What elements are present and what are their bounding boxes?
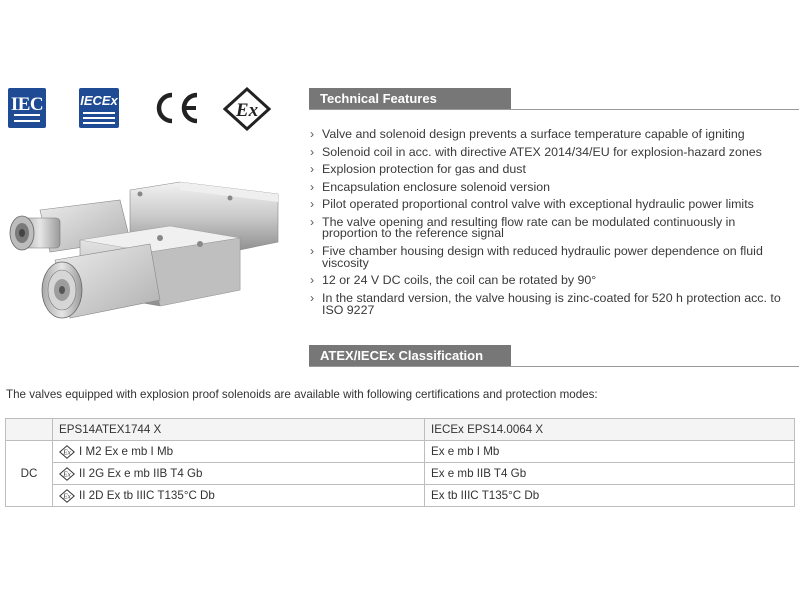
table-cell-atex — [53, 463, 425, 485]
feature-item — [310, 214, 790, 241]
iec-logo-lines — [14, 114, 40, 122]
ce-mark-icon — [150, 89, 202, 127]
section-header-rule — [309, 366, 799, 367]
ex-mark-icon — [59, 489, 75, 503]
feature-text: The valve opening and resulting flow rate can be modulated continuously in proportion to the reference signal — [322, 214, 736, 241]
iec-logo — [8, 88, 46, 128]
table-cell-atex — [53, 485, 425, 507]
table-row — [6, 485, 795, 507]
feature-item — [310, 129, 790, 141]
classification-header — [309, 345, 799, 367]
ex-mark-icon — [59, 445, 75, 459]
bullet-chevron-icon: › — [310, 273, 315, 288]
technical-features-title: Technical Features — [320, 91, 437, 106]
bullet-chevron-icon: › — [310, 127, 315, 141]
svg-text:Ex: Ex — [63, 492, 71, 501]
feature-item — [310, 199, 790, 211]
bullet-chevron-icon: › — [310, 144, 315, 159]
bullet-chevron-icon: › — [310, 243, 315, 258]
atex-marking: II 2G Ex e mb IIB T4 Gb — [79, 466, 203, 480]
ex-mark-icon — [59, 467, 75, 481]
technical-features-header — [309, 88, 799, 110]
feature-item — [310, 243, 790, 270]
feature-item — [310, 144, 790, 159]
svg-text:Ex: Ex — [63, 470, 71, 479]
feature-item — [310, 290, 790, 317]
feature-text: Encapsulation enclosure solenoid version — [322, 179, 550, 194]
svg-text:Ex: Ex — [63, 448, 71, 457]
table-cell-iecex: Ex e mb IIB T4 Gb — [425, 463, 795, 485]
iec-logo-text: IEC — [10, 94, 44, 115]
iecex-logo — [79, 88, 119, 128]
ex-atex-icon — [223, 87, 271, 131]
iecex-logo-stripe — [83, 122, 115, 124]
feature-text: Valve and solenoid design prevents a surface temperature capable of igniting — [322, 127, 745, 141]
iecex-logo-text: IECEx — [80, 93, 118, 108]
feature-item — [310, 164, 790, 176]
feature-text: Pilot operated proportional control valve with exceptional hydraulic power limits — [322, 197, 754, 211]
table-cell-iecex: Ex tb IIIC T135°C Db — [425, 485, 795, 507]
table-header-row — [6, 419, 795, 441]
iecex-logo-stripe — [83, 112, 115, 114]
iecex-logo-stripe — [83, 117, 115, 119]
bullet-chevron-icon: › — [310, 197, 315, 211]
table-cell-atex — [53, 441, 425, 463]
table-header-cell: IECEx EPS14.0064 X — [425, 419, 795, 441]
classification-title: ATEX/IECEx Classification — [320, 348, 484, 363]
table-cell-iecex: Ex e mb I Mb — [425, 441, 795, 463]
section-header-rule — [309, 109, 799, 110]
technical-features-list — [310, 129, 790, 322]
certification-table — [5, 418, 795, 507]
atex-marking: II 2D Ex tb IIIC T135°C Db — [79, 488, 215, 502]
classification-intro: The valves equipped with explosion proof solenoids are available with following certifications and protection modes: — [6, 388, 598, 401]
table-header-cell: EPS14ATEX1744 X — [53, 419, 425, 441]
bullet-chevron-icon: › — [310, 162, 315, 176]
bullet-chevron-icon: › — [310, 214, 315, 229]
svg-text:Ex: Ex — [235, 100, 259, 121]
bullet-chevron-icon: › — [310, 290, 315, 305]
certification-logos — [5, 87, 275, 132]
feature-text: Five chamber housing design with reduced hydraulic power dependence on fluid viscosity — [322, 243, 763, 270]
feature-text: In the standard version, the valve housing is zinc-coated for 520 h protection acc. to ISO 9227 — [322, 290, 781, 317]
feature-text: Solenoid coil in acc. with directive ATEX 2014/34/EU for explosion-hazard zones — [322, 144, 762, 159]
feature-text: Explosion protection for gas and dust — [322, 162, 526, 176]
row-label-dc: DC — [6, 441, 53, 507]
bullet-chevron-icon: › — [310, 179, 315, 194]
feature-item — [310, 179, 790, 194]
feature-text: 12 or 24 V DC coils, the coil can be rotated by 90° — [322, 273, 597, 288]
valve-product-image — [0, 180, 290, 340]
feature-item — [310, 275, 790, 287]
table-row — [6, 463, 795, 485]
table-row — [6, 441, 795, 463]
table-header-cell — [6, 419, 53, 441]
atex-marking: I M2 Ex e mb I Mb — [79, 444, 174, 458]
